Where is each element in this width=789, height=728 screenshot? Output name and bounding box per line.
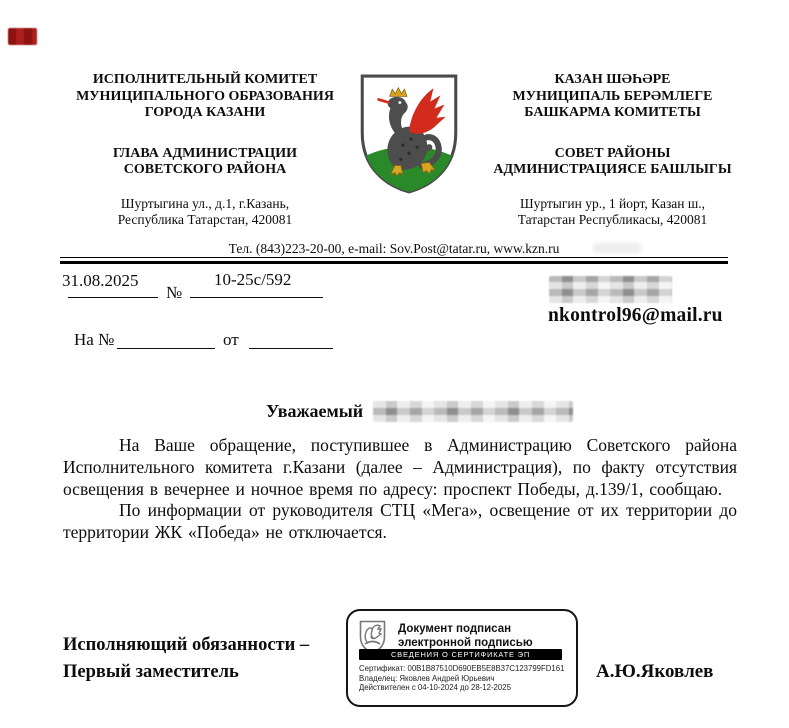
org-address-line: Татарстан Республикасы, 420081 bbox=[517, 211, 708, 227]
org-name-line: ИСПОЛНИТЕЛЬНЫЙ КОМИТЕТ bbox=[92, 72, 318, 87]
stamp-validity: Действителен с 04-10-2024 до 28-12-2025 bbox=[359, 683, 511, 693]
stamp-details bbox=[359, 664, 564, 693]
number-sign: № bbox=[166, 283, 183, 302]
stamp-owner: Владелец: Яковлев Андрей Юрьевич bbox=[359, 673, 495, 683]
signer-title-line: Первый заместитель bbox=[63, 662, 239, 682]
reply-date-blank-line bbox=[249, 332, 333, 349]
divider-thick-rule bbox=[60, 261, 728, 264]
salutation-label: Уважаемый bbox=[266, 401, 364, 421]
org-name-line: КАЗАН ШӘҺӘРЕ bbox=[554, 72, 671, 87]
org-title-line: АДМИНИСТРАЦИЯСЕ БАШЛЫГЫ bbox=[493, 162, 732, 177]
letter-body bbox=[63, 435, 737, 544]
letter-number: 10-25с/592 bbox=[214, 270, 292, 289]
stamp-certificate-bar: СВЕДЕНИЯ О СЕРТИФИКАТЕ ЭП bbox=[359, 649, 562, 660]
org-name-line: БАШКАРМА КОМИТЕТЫ bbox=[524, 105, 701, 120]
recipient-email: nkontrol96@mail.ru bbox=[548, 305, 723, 326]
redaction-mark-red bbox=[8, 28, 37, 45]
stamp-title bbox=[398, 622, 568, 650]
reply-number-blank-line bbox=[117, 332, 215, 349]
number-blank-line bbox=[190, 280, 323, 298]
letter-date: 31.08.2025 bbox=[62, 271, 139, 290]
org-title-line: СОВЕТСКОГО РАЙОНА bbox=[123, 162, 287, 177]
org-title-line: ГЛАВА АДМИНИСТРАЦИИ bbox=[112, 145, 298, 161]
org-name-line: ГОРОДА КАЗАНИ bbox=[144, 105, 266, 120]
salutation-name-redacted bbox=[373, 401, 573, 422]
date-blank-line bbox=[68, 280, 158, 298]
contact-line: Тел. (843)223-20-00, e-mail: Sov.Post@tatar.ru, www.kzn.ru bbox=[228, 241, 560, 256]
body-paragraph-1: На Ваше обращение, поступившее в Администрацию Советского района Исполнительного комитета г.Казани (далее – Администрация), по факту отсутствия освещения в вечернее и ночное время по адресу: проспект Победы, д.139/1, сообщаю. bbox=[63, 435, 737, 499]
stamp-certificate-number: Сертификат: 00B1B87510D690EB5E8B37C123799FD161 bbox=[359, 664, 565, 673]
signer-title bbox=[63, 632, 363, 686]
letterhead-right-column bbox=[460, 72, 765, 228]
faint-redaction-smudge bbox=[593, 243, 641, 253]
kazan-coat-of-arms bbox=[358, 72, 460, 196]
stamp-title-line: электронной подписью bbox=[398, 637, 533, 649]
org-title-line: СОВЕТ РАЙОНЫ bbox=[554, 145, 671, 161]
stamp-title-line: Документ подписан bbox=[398, 623, 512, 635]
signer-title-line: Исполняющий обязанности – bbox=[63, 635, 310, 655]
reply-from-label: от bbox=[223, 330, 239, 349]
letterhead-left-column bbox=[55, 72, 355, 228]
digital-signature-stamp bbox=[346, 609, 578, 707]
org-name-line: МУНИЦИПАЛЬ БЕРӘМЛЕГЕ bbox=[512, 88, 713, 104]
body-paragraph-2: По информации от руководителя СТЦ «Мега», освещение от их территории до территории ЖК «Победа» не отключается. bbox=[63, 500, 737, 543]
org-address-line: Шуртыгина ул., д.1, г.Казань, bbox=[120, 195, 290, 211]
recipient-name-redacted bbox=[549, 276, 672, 303]
org-address-line: Шуртыгин ур., 1 йорт, Казан ш., bbox=[519, 195, 706, 211]
signer-name: А.Ю.Яковлев bbox=[596, 661, 714, 682]
org-address-line: Республика Татарстан, 420081 bbox=[117, 211, 293, 227]
divider-thin-rule bbox=[60, 257, 728, 258]
reply-to-label: На № bbox=[74, 330, 115, 349]
org-name-line: МУНИЦИПАЛЬНОГО ОБРАЗОВАНИЯ bbox=[76, 88, 334, 104]
coat-of-arms-icon bbox=[358, 72, 460, 196]
